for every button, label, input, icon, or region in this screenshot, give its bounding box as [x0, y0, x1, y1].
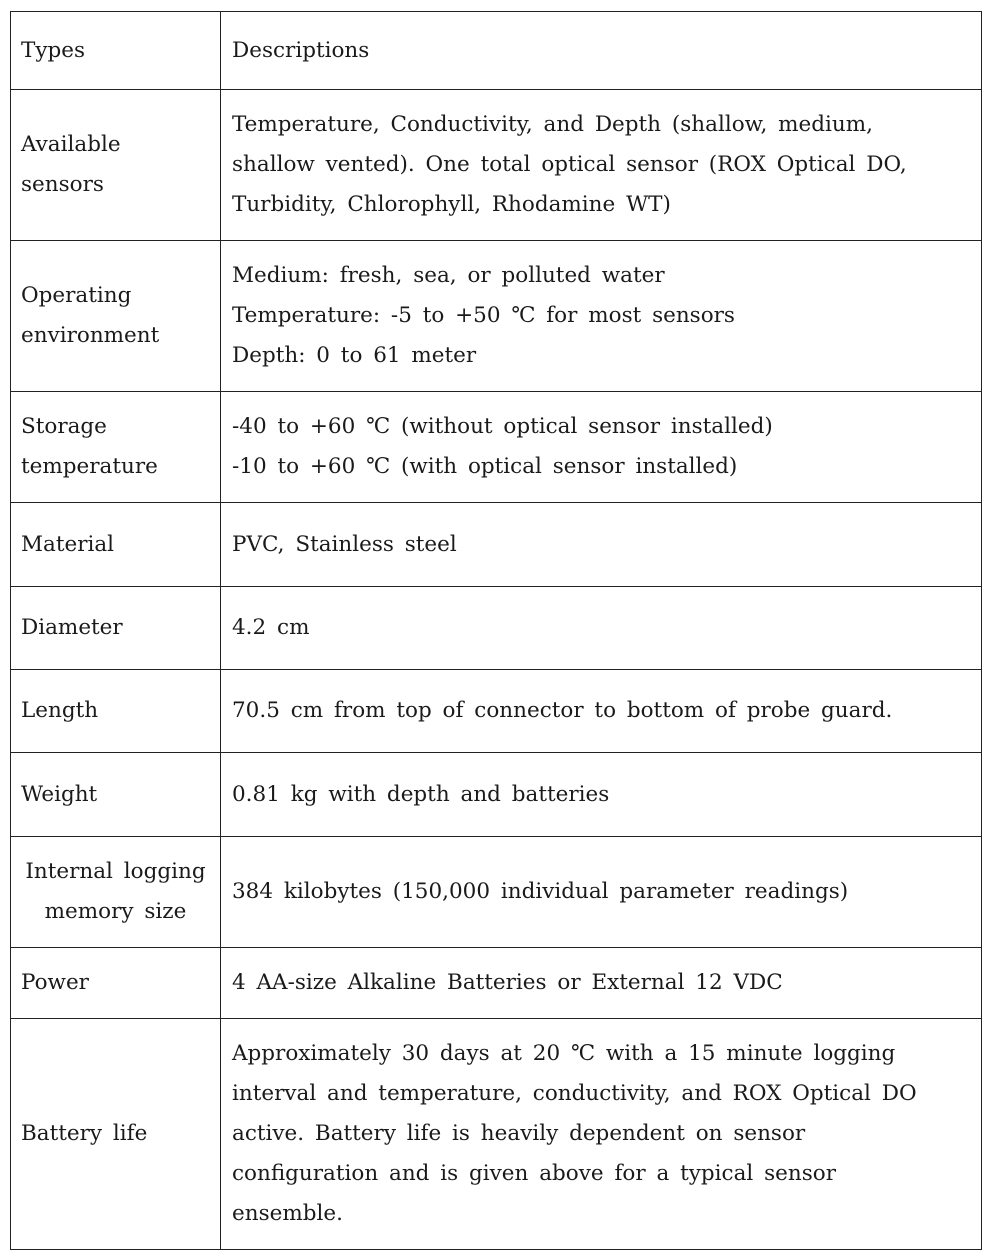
- row-type: [11, 1019, 221, 1250]
- row-description-line: 0.81 kg with depth and batteries: [232, 781, 610, 807]
- row-type-line: sensors: [21, 172, 104, 197]
- row-description: [221, 670, 982, 753]
- row-description: [221, 241, 982, 392]
- row-type-line: Power: [21, 970, 89, 995]
- row-description-line: configuration and is given above for a typical sensor: [232, 1161, 836, 1186]
- row-type-line: memory size: [44, 899, 187, 924]
- row-description: [221, 753, 982, 837]
- row-description-line: shallow vented). One total optical sensor (ROX Optical DO,: [232, 152, 907, 177]
- table-row-weight: [11, 753, 982, 837]
- row-description-line: 4.2 cm: [232, 615, 310, 640]
- row-description-line: ensemble.: [232, 1201, 343, 1226]
- row-description: [221, 392, 982, 503]
- row-description-line: PVC, Stainless steel: [232, 531, 457, 557]
- table-row-battery-life: [11, 1019, 982, 1250]
- row-type-line: Operating: [21, 283, 132, 308]
- table-row-diameter: [11, 587, 982, 670]
- row-description-line: Medium: fresh, sea, or polluted water: [232, 263, 665, 288]
- row-description-line: 4 AA-size Alkaline Batteries or External 12 VDC: [232, 970, 783, 995]
- table-row-storage-temperature: [11, 392, 982, 503]
- row-description: [221, 948, 982, 1019]
- row-type: [11, 241, 221, 392]
- row-type: [11, 587, 221, 670]
- header-types: Types: [11, 12, 221, 90]
- row-type-line: Internal logging: [25, 859, 206, 884]
- row-type-line: Diameter: [21, 615, 123, 640]
- row-type-line: Weight: [21, 781, 98, 807]
- row-description-line: Turbidity, Chlorophyll, Rhodamine WT): [232, 192, 671, 217]
- row-description-line: 70.5 cm from top of connector to bottom of probe guard.: [232, 698, 893, 723]
- row-type: [11, 503, 221, 587]
- table-row-internal-logging-memory-size: [11, 837, 982, 948]
- row-type-line: Available: [21, 132, 121, 157]
- row-type-line: environment: [21, 323, 160, 348]
- row-description-line: Temperature: -5 to +50 ℃ for most sensors: [232, 303, 735, 328]
- row-description-line: 384 kilobytes (150,000 individual parameter readings): [232, 879, 849, 904]
- row-description: [221, 503, 982, 587]
- row-type: [11, 753, 221, 837]
- row-description-line: -10 to +60 ℃ (with optical sensor installed): [232, 454, 738, 479]
- table-row-operating-environment: [11, 241, 982, 392]
- table-row-length: [11, 670, 982, 753]
- row-type-line: Battery life: [21, 1121, 148, 1146]
- table-row-material: [11, 503, 982, 587]
- row-description-line: active. Battery life is heavily dependent on sensor: [232, 1121, 806, 1146]
- row-description-line: Approximately 30 days at 20 ℃ with a 15 minute logging: [232, 1041, 896, 1066]
- row-description-line: -40 to +60 ℃ (without optical sensor installed): [232, 414, 773, 439]
- table-row-available-sensors: [11, 90, 982, 241]
- row-type: [11, 670, 221, 753]
- row-type: [11, 392, 221, 503]
- table-row-power: [11, 948, 982, 1019]
- row-type-line: Storage: [21, 414, 107, 439]
- row-description-line: interval and temperature, conductivity, and ROX Optical DO: [232, 1081, 917, 1106]
- row-type: [11, 837, 221, 948]
- row-type-line: Material: [21, 531, 115, 557]
- row-description: [221, 90, 982, 241]
- row-description: [221, 1019, 982, 1250]
- row-description-line: Temperature, Conductivity, and Depth (shallow, medium,: [232, 112, 873, 137]
- row-type: [11, 90, 221, 241]
- spec-table: [10, 11, 982, 1250]
- header-descriptions: Descriptions: [221, 12, 982, 90]
- row-description-line: Depth: 0 to 61 meter: [232, 343, 477, 368]
- row-type-line: Length: [21, 698, 99, 723]
- row-description: [221, 837, 982, 948]
- row-type-line: temperature: [21, 454, 158, 479]
- row-description: [221, 587, 982, 670]
- header-row: [11, 12, 982, 90]
- row-type: [11, 948, 221, 1019]
